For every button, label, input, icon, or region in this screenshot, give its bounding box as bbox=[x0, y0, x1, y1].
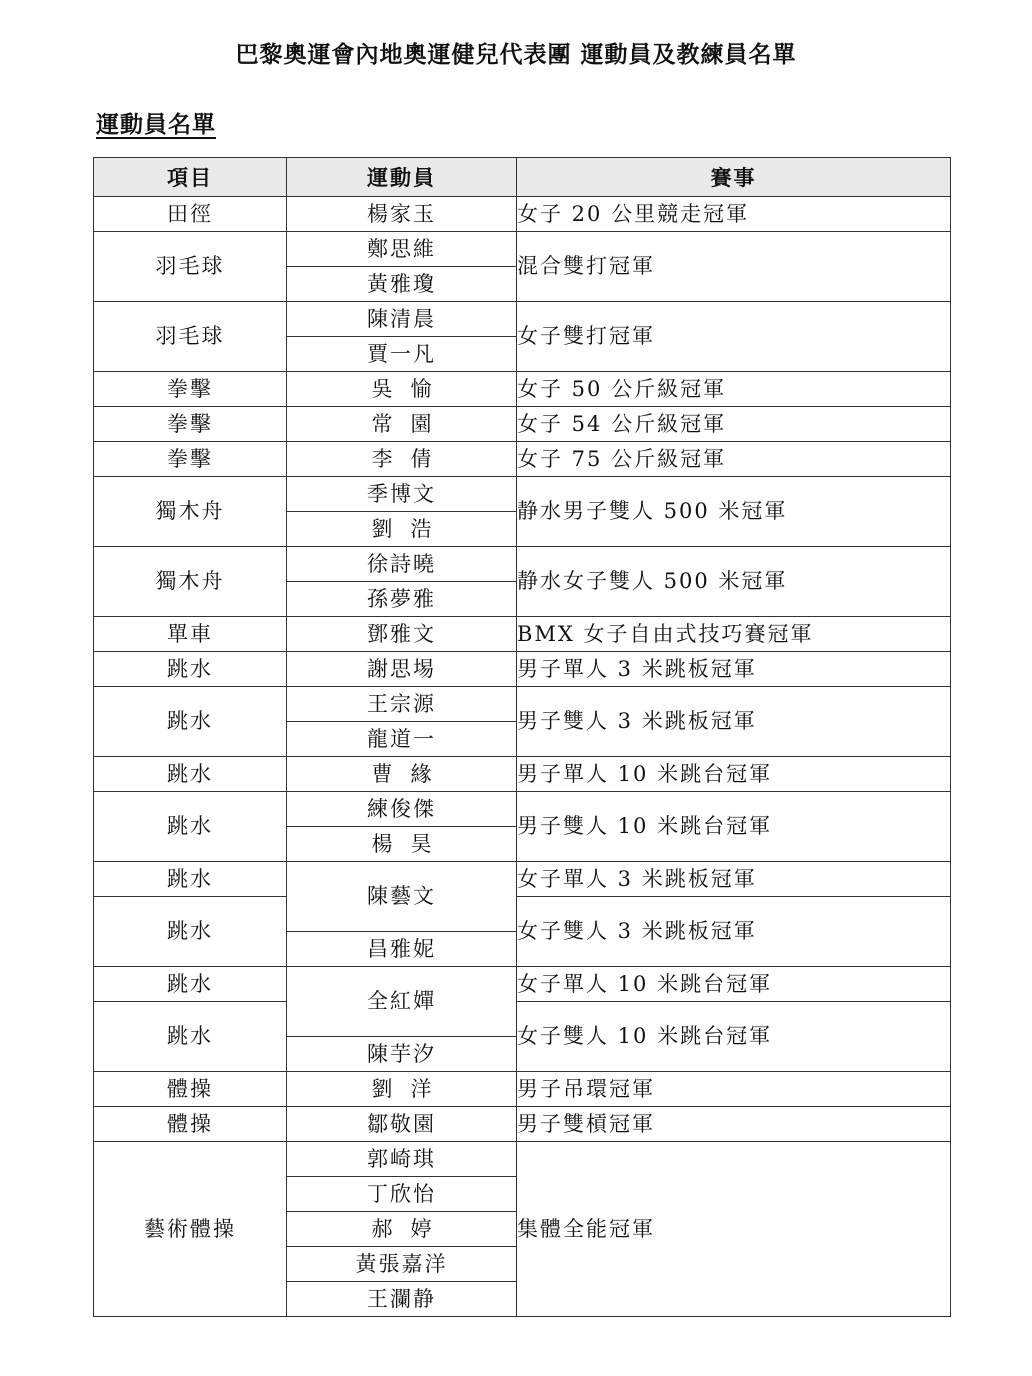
table-row bbox=[94, 1107, 951, 1142]
event-cell: 混合雙打冠軍 bbox=[517, 232, 951, 302]
header-event: 賽事 bbox=[517, 158, 951, 197]
event-cell: 男子雙人 10 米跳台冠軍 bbox=[517, 792, 951, 862]
sport-cell: 體操 bbox=[94, 1072, 287, 1107]
athlete-cell: 練俊傑 bbox=[287, 792, 517, 827]
header-sport: 項目 bbox=[94, 158, 287, 197]
athlete-cell: 吳愉 bbox=[287, 372, 517, 407]
athlete-cell: 王瀾静 bbox=[287, 1282, 517, 1317]
event-cell: 女子單人 10 米跳台冠軍 bbox=[517, 967, 951, 1002]
event-cell: 女子 75 公斤級冠軍 bbox=[517, 442, 951, 477]
event-cell: 男子雙槓冠軍 bbox=[517, 1107, 951, 1142]
section-heading-athletes: 運動員名單 bbox=[96, 111, 216, 138]
event-cell: 集體全能冠軍 bbox=[517, 1142, 951, 1317]
table-header-row bbox=[94, 158, 951, 197]
sport-cell: 跳水 bbox=[94, 1002, 287, 1072]
table-row bbox=[94, 652, 951, 687]
athlete-cell: 陳清晨 bbox=[287, 302, 517, 337]
event-cell: 女子單人 3 米跳板冠軍 bbox=[517, 862, 951, 897]
athlete-cell: 郝婷 bbox=[287, 1212, 517, 1247]
table-row bbox=[94, 862, 951, 897]
athlete-cell: 常園 bbox=[287, 407, 517, 442]
sport-cell: 跳水 bbox=[94, 652, 287, 687]
event-cell: 静水女子雙人 500 米冠軍 bbox=[517, 547, 951, 617]
table-row bbox=[94, 197, 951, 232]
table-row bbox=[94, 967, 951, 1002]
table-row bbox=[94, 547, 951, 582]
table-row bbox=[94, 1072, 951, 1107]
sport-cell: 獨木舟 bbox=[94, 477, 287, 547]
event-cell: 女子雙打冠軍 bbox=[517, 302, 951, 372]
header-athlete: 運動員 bbox=[287, 158, 517, 197]
table-row bbox=[94, 407, 951, 442]
event-cell: 男子單人 3 米跳板冠軍 bbox=[517, 652, 951, 687]
athlete-cell: 黃張嘉洋 bbox=[287, 1247, 517, 1282]
athlete-cell: 鄧雅文 bbox=[287, 617, 517, 652]
sport-cell: 跳水 bbox=[94, 757, 287, 792]
table-row bbox=[94, 372, 951, 407]
athlete-cell: 劉浩 bbox=[287, 512, 517, 547]
table-row bbox=[94, 757, 951, 792]
athlete-cell: 謝思埸 bbox=[287, 652, 517, 687]
athlete-cell: 陳芋汐 bbox=[287, 1037, 517, 1072]
sport-cell: 單車 bbox=[94, 617, 287, 652]
sport-cell: 跳水 bbox=[94, 967, 287, 1002]
event-cell: 静水男子雙人 500 米冠軍 bbox=[517, 477, 951, 547]
athlete-cell: 丁欣怡 bbox=[287, 1177, 517, 1212]
table-row bbox=[94, 1142, 951, 1177]
event-cell: 男子吊環冠軍 bbox=[517, 1072, 951, 1107]
sport-cell: 拳擊 bbox=[94, 372, 287, 407]
athlete-cell: 郭崎琪 bbox=[287, 1142, 517, 1177]
sport-cell: 羽毛球 bbox=[94, 232, 287, 302]
event-cell: 女子 50 公斤級冠軍 bbox=[517, 372, 951, 407]
sport-cell: 跳水 bbox=[94, 862, 287, 897]
table-row bbox=[94, 1002, 951, 1037]
table-row bbox=[94, 617, 951, 652]
table-row bbox=[94, 477, 951, 512]
event-cell: 男子雙人 3 米跳板冠軍 bbox=[517, 687, 951, 757]
athlete-cell: 楊昊 bbox=[287, 827, 517, 862]
sport-cell: 拳擊 bbox=[94, 442, 287, 477]
sport-cell: 田徑 bbox=[94, 197, 287, 232]
table-row bbox=[94, 442, 951, 477]
table-row bbox=[94, 687, 951, 722]
athlete-table bbox=[93, 157, 951, 1317]
sport-cell: 跳水 bbox=[94, 687, 287, 757]
event-cell: 女子雙人 3 米跳板冠軍 bbox=[517, 897, 951, 967]
event-cell: 女子 20 公里競走冠軍 bbox=[517, 197, 951, 232]
event-cell: BMX 女子自由式技巧賽冠軍 bbox=[517, 617, 951, 652]
table-row bbox=[94, 302, 951, 337]
athlete-cell: 王宗源 bbox=[287, 687, 517, 722]
athlete-cell: 李倩 bbox=[287, 442, 517, 477]
event-cell: 女子雙人 10 米跳台冠軍 bbox=[517, 1002, 951, 1072]
athlete-cell: 陳藝文 bbox=[287, 862, 517, 932]
event-cell: 女子 54 公斤級冠軍 bbox=[517, 407, 951, 442]
athlete-cell: 徐詩曉 bbox=[287, 547, 517, 582]
table-row bbox=[94, 897, 951, 932]
athlete-cell: 鄒敬園 bbox=[287, 1107, 517, 1142]
sport-cell: 跳水 bbox=[94, 792, 287, 862]
athlete-cell: 孫夢雅 bbox=[287, 582, 517, 617]
athlete-cell: 劉洋 bbox=[287, 1072, 517, 1107]
sport-cell: 羽毛球 bbox=[94, 302, 287, 372]
sport-cell: 獨木舟 bbox=[94, 547, 287, 617]
sport-cell: 體操 bbox=[94, 1107, 287, 1142]
athlete-cell: 昌雅妮 bbox=[287, 932, 517, 967]
athlete-cell: 龍道一 bbox=[287, 722, 517, 757]
athlete-cell: 季博文 bbox=[287, 477, 517, 512]
athlete-cell: 曹緣 bbox=[287, 757, 517, 792]
athlete-cell: 賈一凡 bbox=[287, 337, 517, 372]
table-row bbox=[94, 232, 951, 267]
sport-cell: 跳水 bbox=[94, 897, 287, 967]
document-title: 巴黎奧運會內地奧運健兒代表團 運動員及教練員名單 bbox=[235, 41, 797, 68]
athlete-cell: 黃雅瓊 bbox=[287, 267, 517, 302]
sport-cell: 拳擊 bbox=[94, 407, 287, 442]
table-row bbox=[94, 792, 951, 827]
athlete-cell: 鄭思維 bbox=[287, 232, 517, 267]
event-cell: 男子單人 10 米跳台冠軍 bbox=[517, 757, 951, 792]
sport-cell: 藝術體操 bbox=[94, 1142, 287, 1317]
athlete-cell: 全紅嬋 bbox=[287, 967, 517, 1037]
athlete-cell: 楊家玉 bbox=[287, 197, 517, 232]
